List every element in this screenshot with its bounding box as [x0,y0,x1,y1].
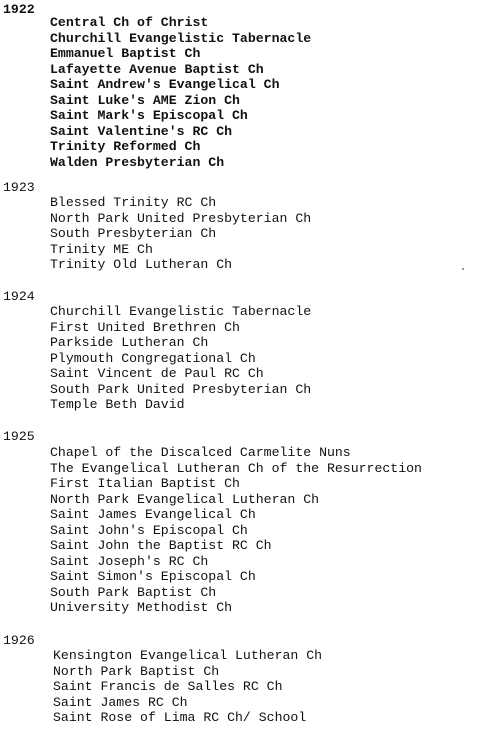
list-item: Saint Mark's Episcopal Ch [50,108,248,123]
list-item: Lafayette Avenue Baptist Ch [50,61,264,77]
list-item: Saint Andrew's Evangelical Ch [50,77,280,92]
list-item: Saint Rose of Lima RC Ch/ School [53,710,307,725]
list-item: University Methodist Ch [50,600,233,615]
list-item: Central Ch of Christ [50,15,209,30]
list-item: Saint Joseph's RC Ch [50,553,209,569]
list-item: Saint Francis de Salles RC Ch [53,679,283,694]
list-item: Trinity ME Ch [50,241,153,257]
list-item: Saint Luke's AME Zion Ch [50,92,240,108]
list-item: Walden Presbyterian Ch [50,154,225,170]
list-item: First Italian Baptist Ch [50,476,240,491]
list-item: South Park Baptist Ch [50,584,217,600]
list-item: Emmanuel Baptist Ch [50,46,201,61]
list-item: Plymouth Congregational Ch [50,350,256,366]
list-item: Temple Beth David [50,397,185,412]
list-item: Saint John's Episcopal Ch [50,522,248,538]
scan-speck [462,268,464,270]
list-item: Parkside Lutheran Ch [50,335,209,350]
list-item: North Park United Presbyterian Ch [50,210,312,226]
entry-list-1923 [50,195,311,273]
list-item: Saint Simon's Episcopal Ch [50,569,256,584]
list-item: Trinity Old Lutheran Ch [50,257,233,272]
list-item: Churchill Evangelistic Tabernacle [50,30,312,46]
entry-list-1925 [50,445,422,616]
list-item: Churchill Evangelistic Tabernacle [50,304,312,319]
list-item: Blessed Trinity RC Ch [50,195,217,210]
list-item: Saint James Evangelical Ch [50,507,256,522]
entry-list-1926 [53,648,322,726]
year-heading-1923: 1923 [3,180,35,195]
entry-list-1922 [50,15,311,170]
list-item: First United Brethren Ch [50,319,240,335]
year-heading-1926: 1926 [3,633,35,648]
list-item: Saint James RC Ch [53,694,188,710]
list-item: Chapel of the Discalced Carmelite Nuns [50,445,351,460]
list-item: Kensington Evangelical Lutheran Ch [53,648,323,663]
list-item: North Park Baptist Ch [53,663,220,679]
list-item: Trinity Reformed Ch [50,139,201,154]
list-item: South Presbyterian Ch [50,226,217,241]
year-heading-1925: 1925 [3,429,35,444]
list-item: Saint Vincent de Paul RC Ch [50,366,264,381]
list-item: Saint John the Baptist RC Ch [50,538,272,553]
year-heading-1924: 1924 [3,289,35,304]
list-item: Saint Valentine's RC Ch [50,123,233,139]
list-item: The Evangelical Lutheran Ch of the Resurrection [50,460,422,476]
entry-list-1924 [50,304,311,413]
year-heading-1922: 1922 [3,2,35,17]
list-item: South Park United Presbyterian Ch [50,381,312,397]
list-item: North Park Evangelical Lutheran Ch [50,491,320,507]
